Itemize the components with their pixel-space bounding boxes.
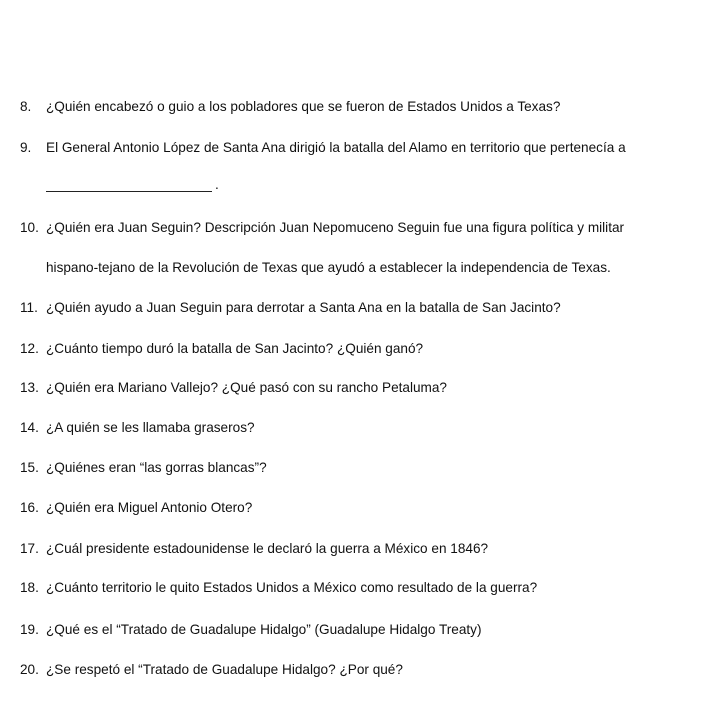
- question-number: 10.: [20, 220, 39, 235]
- question-text: ¿Se respetó el “Tratado de Guadalupe Hidalgo? ¿Por qué?: [46, 662, 403, 677]
- question-text: ¿A quién se les llamaba graseros?: [46, 420, 255, 435]
- question-number: 16.: [20, 500, 39, 515]
- question-text: ¿Quién era Mariano Vallejo? ¿Qué pasó con su rancho Petaluma?: [46, 380, 447, 395]
- answer-blank-period: .: [215, 177, 219, 192]
- question-text: ¿Quién era Juan Seguin? Descripción Juan Nepomuceno Seguin fue una figura política y militar: [46, 220, 625, 235]
- question-text: El General Antonio López de Santa Ana dirigió la batalla del Alamo en territorio que pertenecía a: [46, 140, 626, 155]
- question-text: ¿Qué es el “Tratado de Guadalupe Hidalgo” (Guadalupe Hidalgo Treaty): [46, 622, 482, 637]
- question-number: 12.: [20, 341, 39, 356]
- question-number: 18.: [20, 580, 39, 595]
- question-text-continuation: hispano-tejano de la Revolución de Texas que ayudó a establecer la independencia de Texas.: [46, 260, 611, 275]
- question-number: 17.: [20, 541, 39, 556]
- question-number: 14.: [20, 420, 39, 435]
- question-number: 9.: [20, 140, 32, 155]
- question-text: ¿Quién era Miguel Antonio Otero?: [46, 500, 253, 515]
- question-text: ¿Cuánto tiempo duró la batalla de San Jacinto? ¿Quién ganó?: [46, 341, 424, 356]
- question-text: ¿Quién ayudo a Juan Seguin para derrotar a Santa Ana en la batalla de San Jacinto?: [46, 300, 561, 315]
- question-text: ¿Quién encabezó o guio a los pobladores que se fueron de Estados Unidos a Texas?: [46, 99, 561, 114]
- question-number: 20.: [20, 662, 39, 677]
- question-text: ¿Cuál presidente estadounidense le declaró la guerra a México en 1846?: [46, 541, 489, 556]
- question-text: ¿Quiénes eran “las gorras blancas”?: [46, 460, 267, 475]
- answer-blank-line: [46, 181, 212, 192]
- question-number: 19.: [20, 622, 39, 637]
- question-number: 11.: [20, 300, 38, 315]
- question-number: 15.: [20, 460, 39, 475]
- question-number: 13.: [20, 380, 39, 395]
- question-number: 8.: [20, 99, 32, 114]
- question-text: ¿Cuánto territorio le quito Estados Unidos a México como resultado de la guerra?: [46, 580, 538, 595]
